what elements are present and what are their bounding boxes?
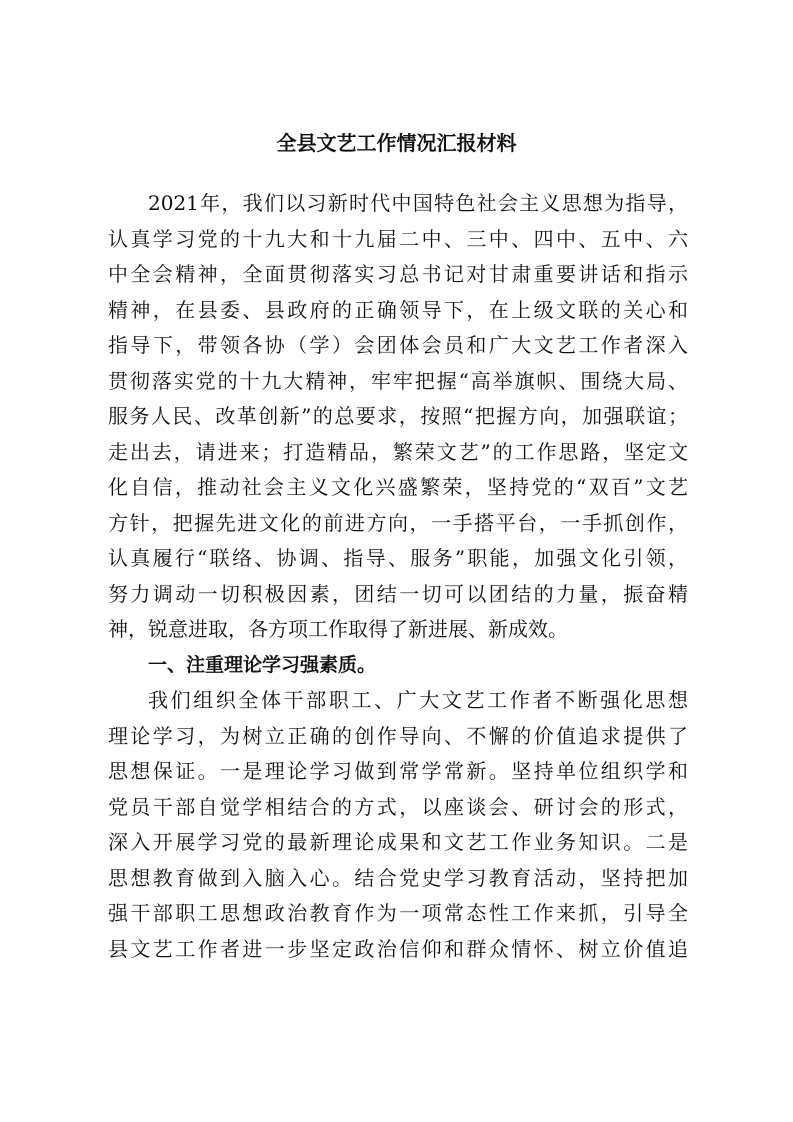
paragraph-line: 深入开展学习党的最新理论成果和文艺工作业务知识。二是: [108, 830, 688, 854]
paragraph-line: 县文艺工作者进一步坚定政治信仰和群众情怀、树立价值追: [108, 936, 688, 961]
paragraph-line: 思想保证。一是理论学习做到常学常新。坚持单位组织学和: [108, 759, 688, 783]
paragraph-line: 努力调动一切积极因素，团结一切可以团结的力量，振奋精: [108, 581, 688, 606]
paragraph-line: 2021年，我们以习新时代中国特色社会主义思想为指导，: [148, 191, 688, 215]
paragraph-line: 思想教育做到入脑入心。结合党史学习教育活动，坚持把加: [108, 865, 688, 890]
paragraph-line: 精神，在县委、县政府的正确领导下，在上级文联的关心和: [108, 297, 688, 322]
paragraph-line: 强干部职工思想政治教育作为一项常态性工作来抓，引导全: [108, 901, 688, 925]
paragraph-line: 走出去，请进来；打造精品，繁荣文艺”的工作思路，坚定文: [108, 439, 688, 464]
paragraph-line: 方针，把握先进文化的前进方向，一手搭平台，一手抓创作，: [108, 510, 688, 535]
paragraph-line: 贯彻落实党的十九大精神，牢牢把握“高举旗帜、围绕大局、: [108, 368, 688, 393]
paragraph-line: 服务人民、改革创新”的总要求，按照“把握方向，加强联谊；: [108, 404, 688, 428]
paragraph-line: 化自信，推动社会主义文化兴盛繁荣，坚持党的“双百”文艺: [108, 475, 688, 499]
paragraph-line: 理论学习，为树立正确的创作导向、不懈的价值追求提供了: [108, 723, 688, 748]
paragraph-line: 中全会精神，全面贯彻落实习总书记对甘肃重要讲话和指示: [108, 262, 688, 286]
paragraph-line: 我们组织全体干部职工、广大文艺工作者不断强化思想: [148, 688, 688, 712]
paragraph-line: 神，锐意进取，各方项工作取得了新进展、新成效。: [108, 617, 568, 641]
paragraph-line: 指导下，带领各协（学）会团体会员和广大文艺工作者深入: [108, 333, 688, 357]
document-title: 全县文艺工作情况汇报材料: [276, 131, 517, 155]
section-heading: 一、注重理论学习强素质。: [148, 653, 377, 676]
document-body: [108, 186, 688, 967]
paragraph-line: 认真履行“联络、协调、指导、服务”职能，加强文化引领，: [108, 546, 688, 570]
paragraph-line: 认真学习党的十九大和十九届二中、三中、四中、五中、六: [108, 226, 688, 251]
paragraph-line: 党员干部自觉学相结合的方式，以座谈会、研讨会的形式，: [108, 794, 688, 819]
